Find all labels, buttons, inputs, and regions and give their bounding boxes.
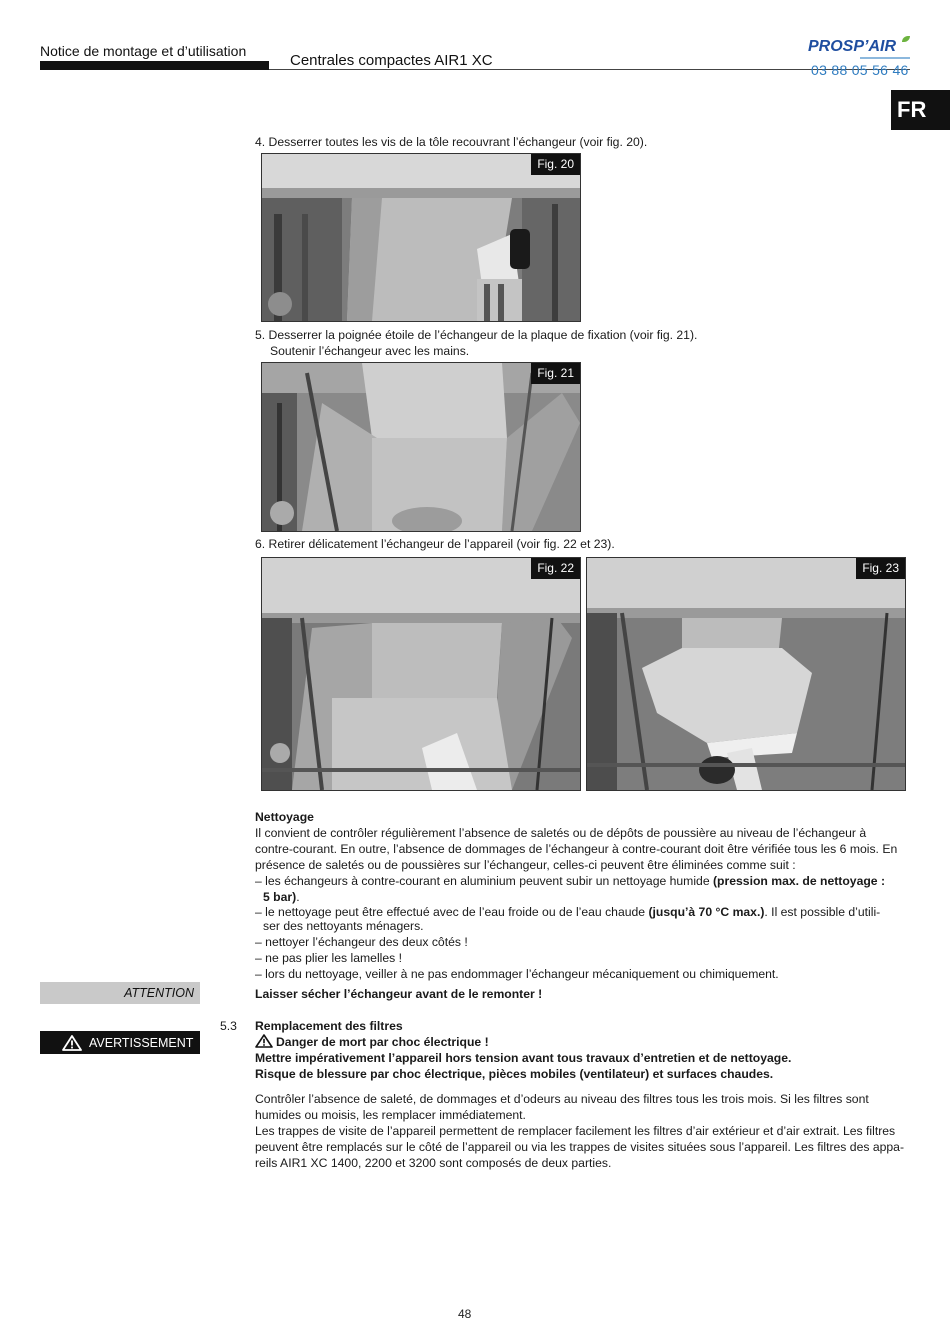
figure-20	[261, 153, 581, 322]
figure-23-label: Fig. 23	[856, 558, 905, 579]
cleaning-bullet-5: – lors du nettoyage, veiller à ne pas endommager l’échangeur mécaniquement ou chimiquement.	[255, 967, 779, 981]
header-bar	[40, 61, 269, 70]
figure-21-label: Fig. 21	[531, 363, 580, 384]
warning-text-line: Mettre impérativement l’appareil hors tension avant tous travaux d’entretien et de nettoyage.	[255, 1051, 792, 1065]
filters-paragraph-line: reils AIR1 XC 1400, 2200 et 3200 sont composés de deux parties.	[255, 1156, 612, 1170]
cleaning-paragraph-line: présence de saletés ou de poussières sur l’échangeur, celles-ci peuvent être éliminées comme suit :	[255, 858, 796, 872]
section-number: 5.3	[220, 1019, 237, 1033]
step-4-text: 4. Desserrer toutes les vis de la tôle recouvrant l’échangeur (voir fig. 20).	[255, 135, 648, 149]
language-tab: FR	[891, 90, 950, 130]
figure-20-photo	[262, 154, 580, 321]
logo-underline	[860, 57, 910, 59]
warning-triangle-icon	[62, 1035, 82, 1051]
cleaning-bullet-1-cont	[263, 889, 300, 905]
figure-22	[261, 557, 581, 791]
attention-label-text: ATTENTION	[124, 986, 194, 1000]
step-6-text: 6. Retirer délicatement l’échangeur de l’appareil (voir fig. 22 et 23).	[255, 537, 615, 551]
danger-line	[255, 1034, 489, 1050]
logo-wordmark	[808, 38, 896, 56]
filters-paragraph-line: Les trappes de visite de l’appareil permettent de remplacer facilement les filtres d’air extérieur et d’air extrait. Les filtres	[255, 1124, 896, 1138]
figure-21-photo	[262, 363, 580, 531]
figure-22-photo	[262, 558, 580, 790]
leaf-icon	[902, 36, 910, 42]
filters-paragraph-line: humides ou moisis, les remplacer immédiatement.	[255, 1108, 526, 1122]
warning-label	[40, 1031, 200, 1054]
figure-20-label: Fig. 20	[531, 154, 580, 175]
cleaning-bullet-3: – nettoyer l’échangeur des deux côtés !	[255, 935, 468, 949]
filters-paragraph-line: Contrôler l’absence de saleté, de dommages et d’odeurs au niveau des filtres tous les trois mois. Si les filtres sont	[255, 1092, 869, 1106]
bullet-text: – les échangeurs à contre-courant en aluminium peuvent subir un nettoyage humide	[255, 874, 713, 888]
prospair-logo	[808, 36, 912, 60]
cleaning-heading: Nettoyage	[255, 810, 314, 824]
figure-21	[261, 362, 581, 532]
cleaning-paragraph-line: Il convient de contrôler régulièrement l’absence de saletés ou de dépôts de poussière au niveau de l’échangeur à	[255, 826, 867, 840]
warning-triangle-icon	[255, 1034, 273, 1048]
danger-text: Danger de mort par choc électrique !	[276, 1035, 489, 1049]
logo-air: AIR	[868, 38, 897, 55]
bullet-bold-text: (pression max. de nettoyage :	[713, 874, 886, 888]
cleaning-bullet-4: – ne pas plier les lamelles !	[255, 951, 402, 965]
document-type: Notice de montage et d’utilisation	[40, 43, 247, 59]
step-5-text: 5. Desserrer la poignée étoile de l’échangeur de la plaque de fixation (voir fig. 21).	[255, 328, 698, 342]
figure-23-photo	[587, 558, 905, 790]
bullet-text: – le nettoyage peut être effectué avec de l’eau froide ou de l’eau chaude	[255, 905, 649, 919]
attention-label	[40, 982, 200, 1004]
logo-prefix: PROSP’	[808, 38, 869, 55]
attention-text: Laisser sécher l’échangeur avant de le remonter !	[255, 987, 543, 1001]
step-5-text-2: Soutenir l’échangeur avec les mains.	[270, 344, 470, 358]
page-number: 48	[458, 1307, 472, 1321]
cleaning-bullet-1	[255, 873, 885, 889]
figure-23	[586, 557, 906, 791]
phone-number: 03 88 05 56 46	[811, 62, 909, 78]
cleaning-bullet-2-cont: ser des nettoyants ménagers.	[263, 919, 424, 933]
warning-text-line: Risque de blessure par choc électrique, pièces mobiles (ventilateur) et surfaces chaudes.	[255, 1067, 774, 1081]
warning-label-text: AVERTISSEMENT	[89, 1036, 194, 1050]
section-title: Remplacement des filtres	[255, 1019, 403, 1033]
bullet-text: .	[296, 890, 300, 904]
bullet-bold-text: 5 bar)	[263, 890, 297, 904]
figure-22-label: Fig. 22	[531, 558, 580, 579]
cleaning-paragraph-line: contre-courant. En outre, l’absence de dommages de l’échangeur à contre-courant doit être vérifiée tous les 6 mois. En	[255, 842, 898, 856]
filters-paragraph-line: peuvent être remplacés sur le côté de l’appareil ou via les trappes de visites situées sous l’appareil. Les filtres des appa-	[255, 1140, 904, 1154]
product-title: Centrales compactes AIR1 XC	[290, 52, 493, 69]
bullet-bold-text: (jusqu’à 70 °C max.)	[648, 905, 765, 919]
bullet-text: . Il est possible d’utili-	[764, 905, 881, 919]
